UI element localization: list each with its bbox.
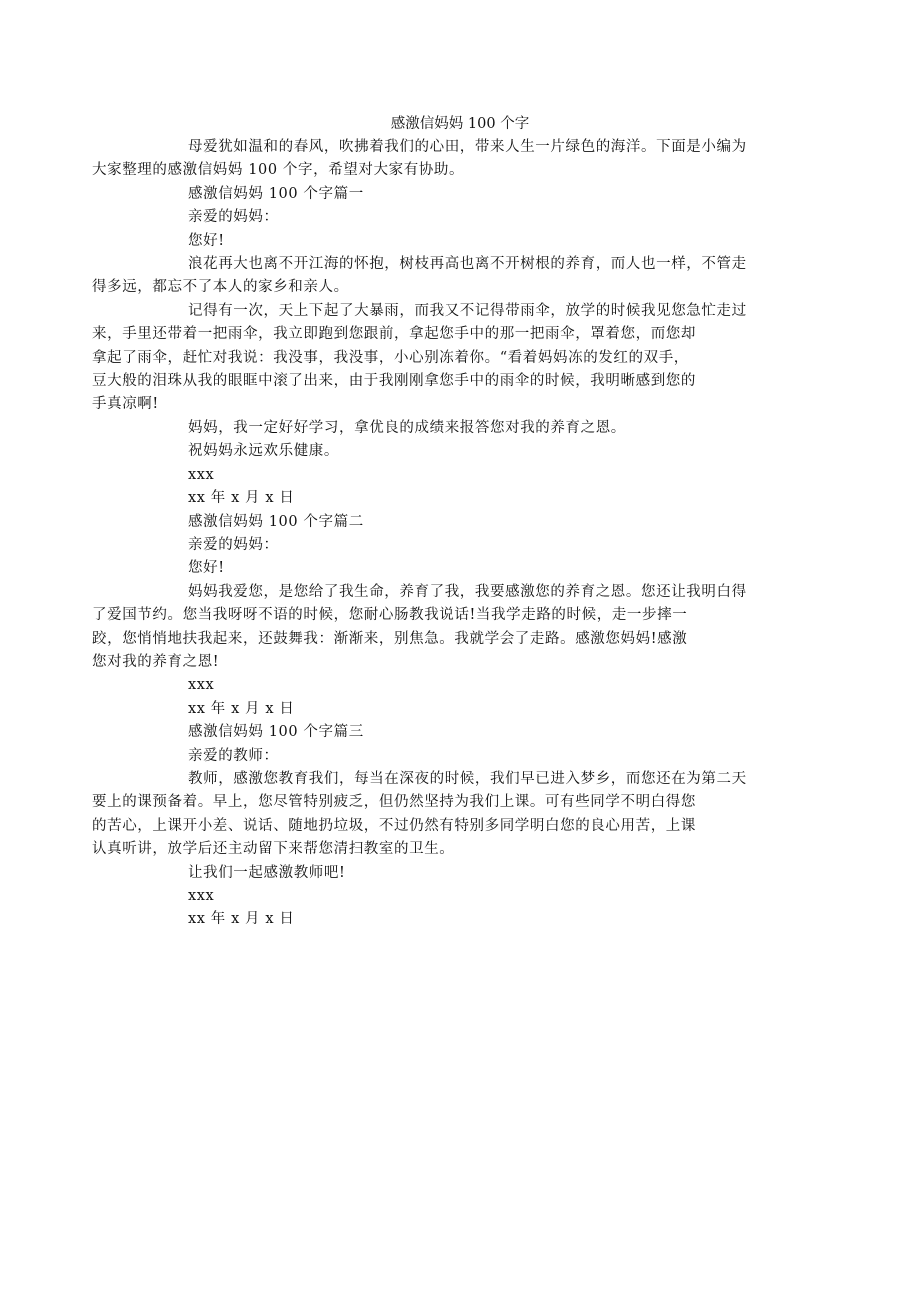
paragraph [140, 511, 780, 534]
document-title: 感激信妈妈 100 个字 [390, 116, 530, 132]
paragraph [140, 440, 780, 463]
paragraph-line: 妈妈，我一定好好学习，拿优良的成绩来报答您对我的养育之恩。 [188, 419, 626, 436]
paragraph [140, 206, 780, 229]
paragraph [140, 557, 780, 580]
paragraph [92, 768, 780, 862]
paragraph [140, 534, 780, 557]
paragraph-line: 您对我的养育之恩! [92, 653, 220, 670]
paragraph [140, 417, 780, 440]
paragraph [140, 230, 780, 253]
paragraph [92, 136, 780, 183]
paragraph-line: xx 年 x 月 x 日 [188, 490, 295, 507]
paragraph-line: 教师，感激您教育我们，每当在深夜的时候，我们早已进入梦乡，而您还在为第二天 [188, 770, 747, 787]
paragraph-line: xx 年 x 月 x 日 [188, 700, 295, 717]
paragraph-line: 您好! [188, 232, 225, 249]
paragraph [140, 862, 780, 885]
paragraph [140, 745, 780, 768]
paragraph [140, 885, 780, 908]
paragraph-line: xxx [188, 888, 215, 904]
paragraph-line: 手真凉啊! [92, 396, 159, 413]
paragraph-line: 豆大般的泪珠从我的眼眶中滚了出来，由于我刚刚拿您手中的雨伞的时候，我明晰感到您的 [92, 373, 696, 390]
paragraph-line: xx 年 x 月 x 日 [188, 911, 295, 928]
paragraph-line: 得多远，都忘不了本人的家乡和亲人。 [92, 279, 349, 296]
paragraph-line: 浪花再大也离不开江海的怀抱，树枝再高也离不开树根的养育，而人也一样，不管走 [188, 256, 747, 273]
paragraph-line: 感激信妈妈 100 个字篇三 [188, 724, 364, 741]
paragraph-line: 大家整理的感激信妈妈 100 个字，希望对大家有协助。 [92, 162, 465, 179]
paragraph-line: 亲爱的妈妈： [188, 209, 279, 226]
paragraph-line: 感激信妈妈 100 个字篇二 [188, 513, 364, 530]
document-page [92, 112, 780, 932]
paragraph-line: 了爱国节约。您当我呀呀不语的时候，您耐心肠教我说话!当我学走路的时候，走一步摔一 [92, 607, 688, 624]
paragraph [140, 183, 780, 206]
paragraph-line: 亲爱的妈妈： [188, 536, 279, 553]
paragraph-line: 认真听讲，放学后还主动留下来帮您清扫教室的卫生。 [92, 841, 455, 858]
paragraph [140, 487, 780, 510]
paragraph-line: 祝妈妈永远欢乐健康。 [188, 443, 339, 460]
paragraph-line: xxx [188, 466, 215, 483]
paragraph-line: xxx [188, 677, 215, 694]
paragraph-line: 要上的课预备着。早上，您尽管特别疲乏，但仍然坚持为我们上课。可有些同学不明白得您 [92, 794, 696, 811]
paragraph-line: 的苦心，上课开小差、说话、随地扔垃圾，不过仍然有特别多同学明白您的良心用苦，上课 [92, 817, 696, 834]
paragraph-line: 亲爱的教师： [188, 747, 279, 764]
paragraph [140, 674, 780, 697]
paragraph-line: 来，手里还带着一把雨伞，我立即跑到您跟前，拿起您手中的那一把雨伞，罩着您，而您却 [92, 326, 696, 343]
paragraph-line: 妈妈我爱您，是您给了我生命，养育了我，我要感激您的养育之恩。您还让我明白得 [188, 583, 747, 600]
paragraph [140, 464, 780, 487]
paragraph-line: 记得有一次，天上下起了大暴雨，而我又不记得带雨伞，放学的时候我见您急忙走过 [188, 302, 747, 319]
paragraph-line: 拿起了雨伞，赶忙对我说：我没事，我没事，小心别冻着你。“看着妈妈冻的发红的双手， [92, 349, 689, 366]
paragraph-line: 您好! [188, 560, 225, 577]
paragraph [92, 253, 780, 300]
paragraph [92, 300, 780, 417]
paragraph [140, 908, 780, 931]
paragraph [92, 581, 780, 675]
paragraph-line: 让我们一起感激教师吧! [188, 864, 346, 881]
document-body [92, 136, 780, 932]
paragraph-line: 跤，您悄悄地扶我起来，还鼓舞我：渐渐来，别焦急。我就学会了走路。感激您妈妈!感激 [92, 630, 688, 647]
paragraph-line: 感激信妈妈 100 个字篇一 [188, 185, 364, 202]
paragraph [140, 698, 780, 721]
paragraph [140, 721, 780, 744]
paragraph-line: 母爱犹如温和的春风，吹拂着我们的心田，带来人生一片绿色的海洋。下面是小编为 [188, 139, 747, 155]
